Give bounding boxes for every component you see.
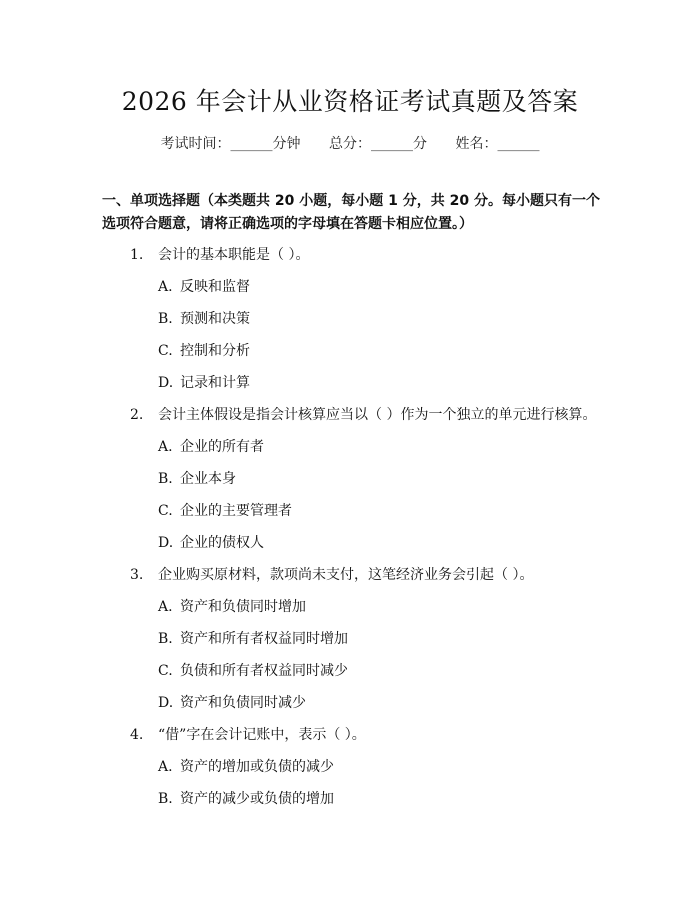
- option-4b: [158, 788, 334, 808]
- option-text: 记录和计算: [180, 375, 250, 391]
- option-letter: C.: [158, 343, 173, 359]
- section-heading: 一、单项选择题（本类题共 20 小题，每小题 1 分，共 20 分。每小题只有一个选项符合题意，请将正确选项的字母填在答题卡相应位置。）: [102, 193, 600, 232]
- option-letter: B.: [158, 631, 173, 647]
- option-letter: C.: [158, 503, 173, 519]
- page-title: 2026 年会计从业资格证考试真题及答案: [121, 87, 579, 116]
- question-text: 会计主体假设是指会计核算应当以（ ）作为一个独立的单元进行核算。: [158, 407, 597, 423]
- option-2b: [158, 468, 236, 488]
- exam-meta: [0, 133, 700, 153]
- option-1c: [158, 340, 250, 360]
- question-3: [130, 564, 533, 584]
- option-text: 负债和所有者权益同时减少: [180, 663, 348, 679]
- option-1d: [158, 372, 250, 392]
- option-letter: B.: [158, 791, 173, 807]
- option-letter: B.: [158, 311, 173, 327]
- option-letter: D.: [158, 695, 174, 711]
- option-text: 企业的债权人: [180, 535, 264, 551]
- option-1b: [158, 308, 250, 328]
- option-text: 资产和负债同时增加: [180, 599, 306, 615]
- exam-time: 考试时间：______分钟: [160, 136, 301, 152]
- option-2a: [158, 436, 264, 456]
- option-3d: [158, 692, 306, 712]
- question-text: 企业购买原材料，款项尚未支付，这笔经济业务会引起（ ）。: [158, 567, 534, 583]
- option-3a: [158, 596, 306, 616]
- option-letter: A.: [158, 599, 173, 615]
- option-letter: B.: [158, 471, 173, 487]
- total-score: 总分：______分: [329, 136, 427, 152]
- question-text: 会计的基本职能是（ ）。: [158, 247, 310, 263]
- option-3b: [158, 628, 348, 648]
- option-text: 控制和分析: [180, 343, 250, 359]
- question-number: 2.: [130, 407, 144, 423]
- option-letter: D.: [158, 535, 174, 551]
- option-2d: [158, 532, 264, 552]
- option-text: 资产的增加或负债的减少: [180, 759, 334, 775]
- question-number: 1.: [130, 247, 144, 263]
- option-letter: D.: [158, 375, 174, 391]
- option-2c: [158, 500, 292, 520]
- option-letter: A.: [158, 759, 173, 775]
- option-text: 资产和所有者权益同时增加: [180, 631, 348, 647]
- option-text: 反映和监督: [180, 279, 250, 295]
- option-letter: C.: [158, 663, 173, 679]
- student-name: 姓名：______: [455, 136, 540, 152]
- option-text: 企业的所有者: [180, 439, 264, 455]
- option-text: 企业本身: [180, 471, 236, 487]
- question-number: 4.: [130, 727, 144, 743]
- option-text: 资产和负债同时减少: [180, 695, 306, 711]
- question-2: [130, 404, 596, 424]
- option-4a: [158, 756, 334, 776]
- question-number: 3.: [130, 567, 144, 583]
- option-text: 预测和决策: [180, 311, 250, 327]
- option-letter: A.: [158, 279, 173, 295]
- question-text: “借”字在会计记账中，表示（ ）。: [158, 727, 366, 743]
- option-text: 资产的减少或负债的增加: [180, 791, 334, 807]
- option-letter: A.: [158, 439, 173, 455]
- question-1: [130, 244, 309, 264]
- question-4: [130, 724, 366, 744]
- option-1a: [158, 276, 250, 296]
- option-3c: [158, 660, 348, 680]
- option-text: 企业的主要管理者: [180, 503, 292, 519]
